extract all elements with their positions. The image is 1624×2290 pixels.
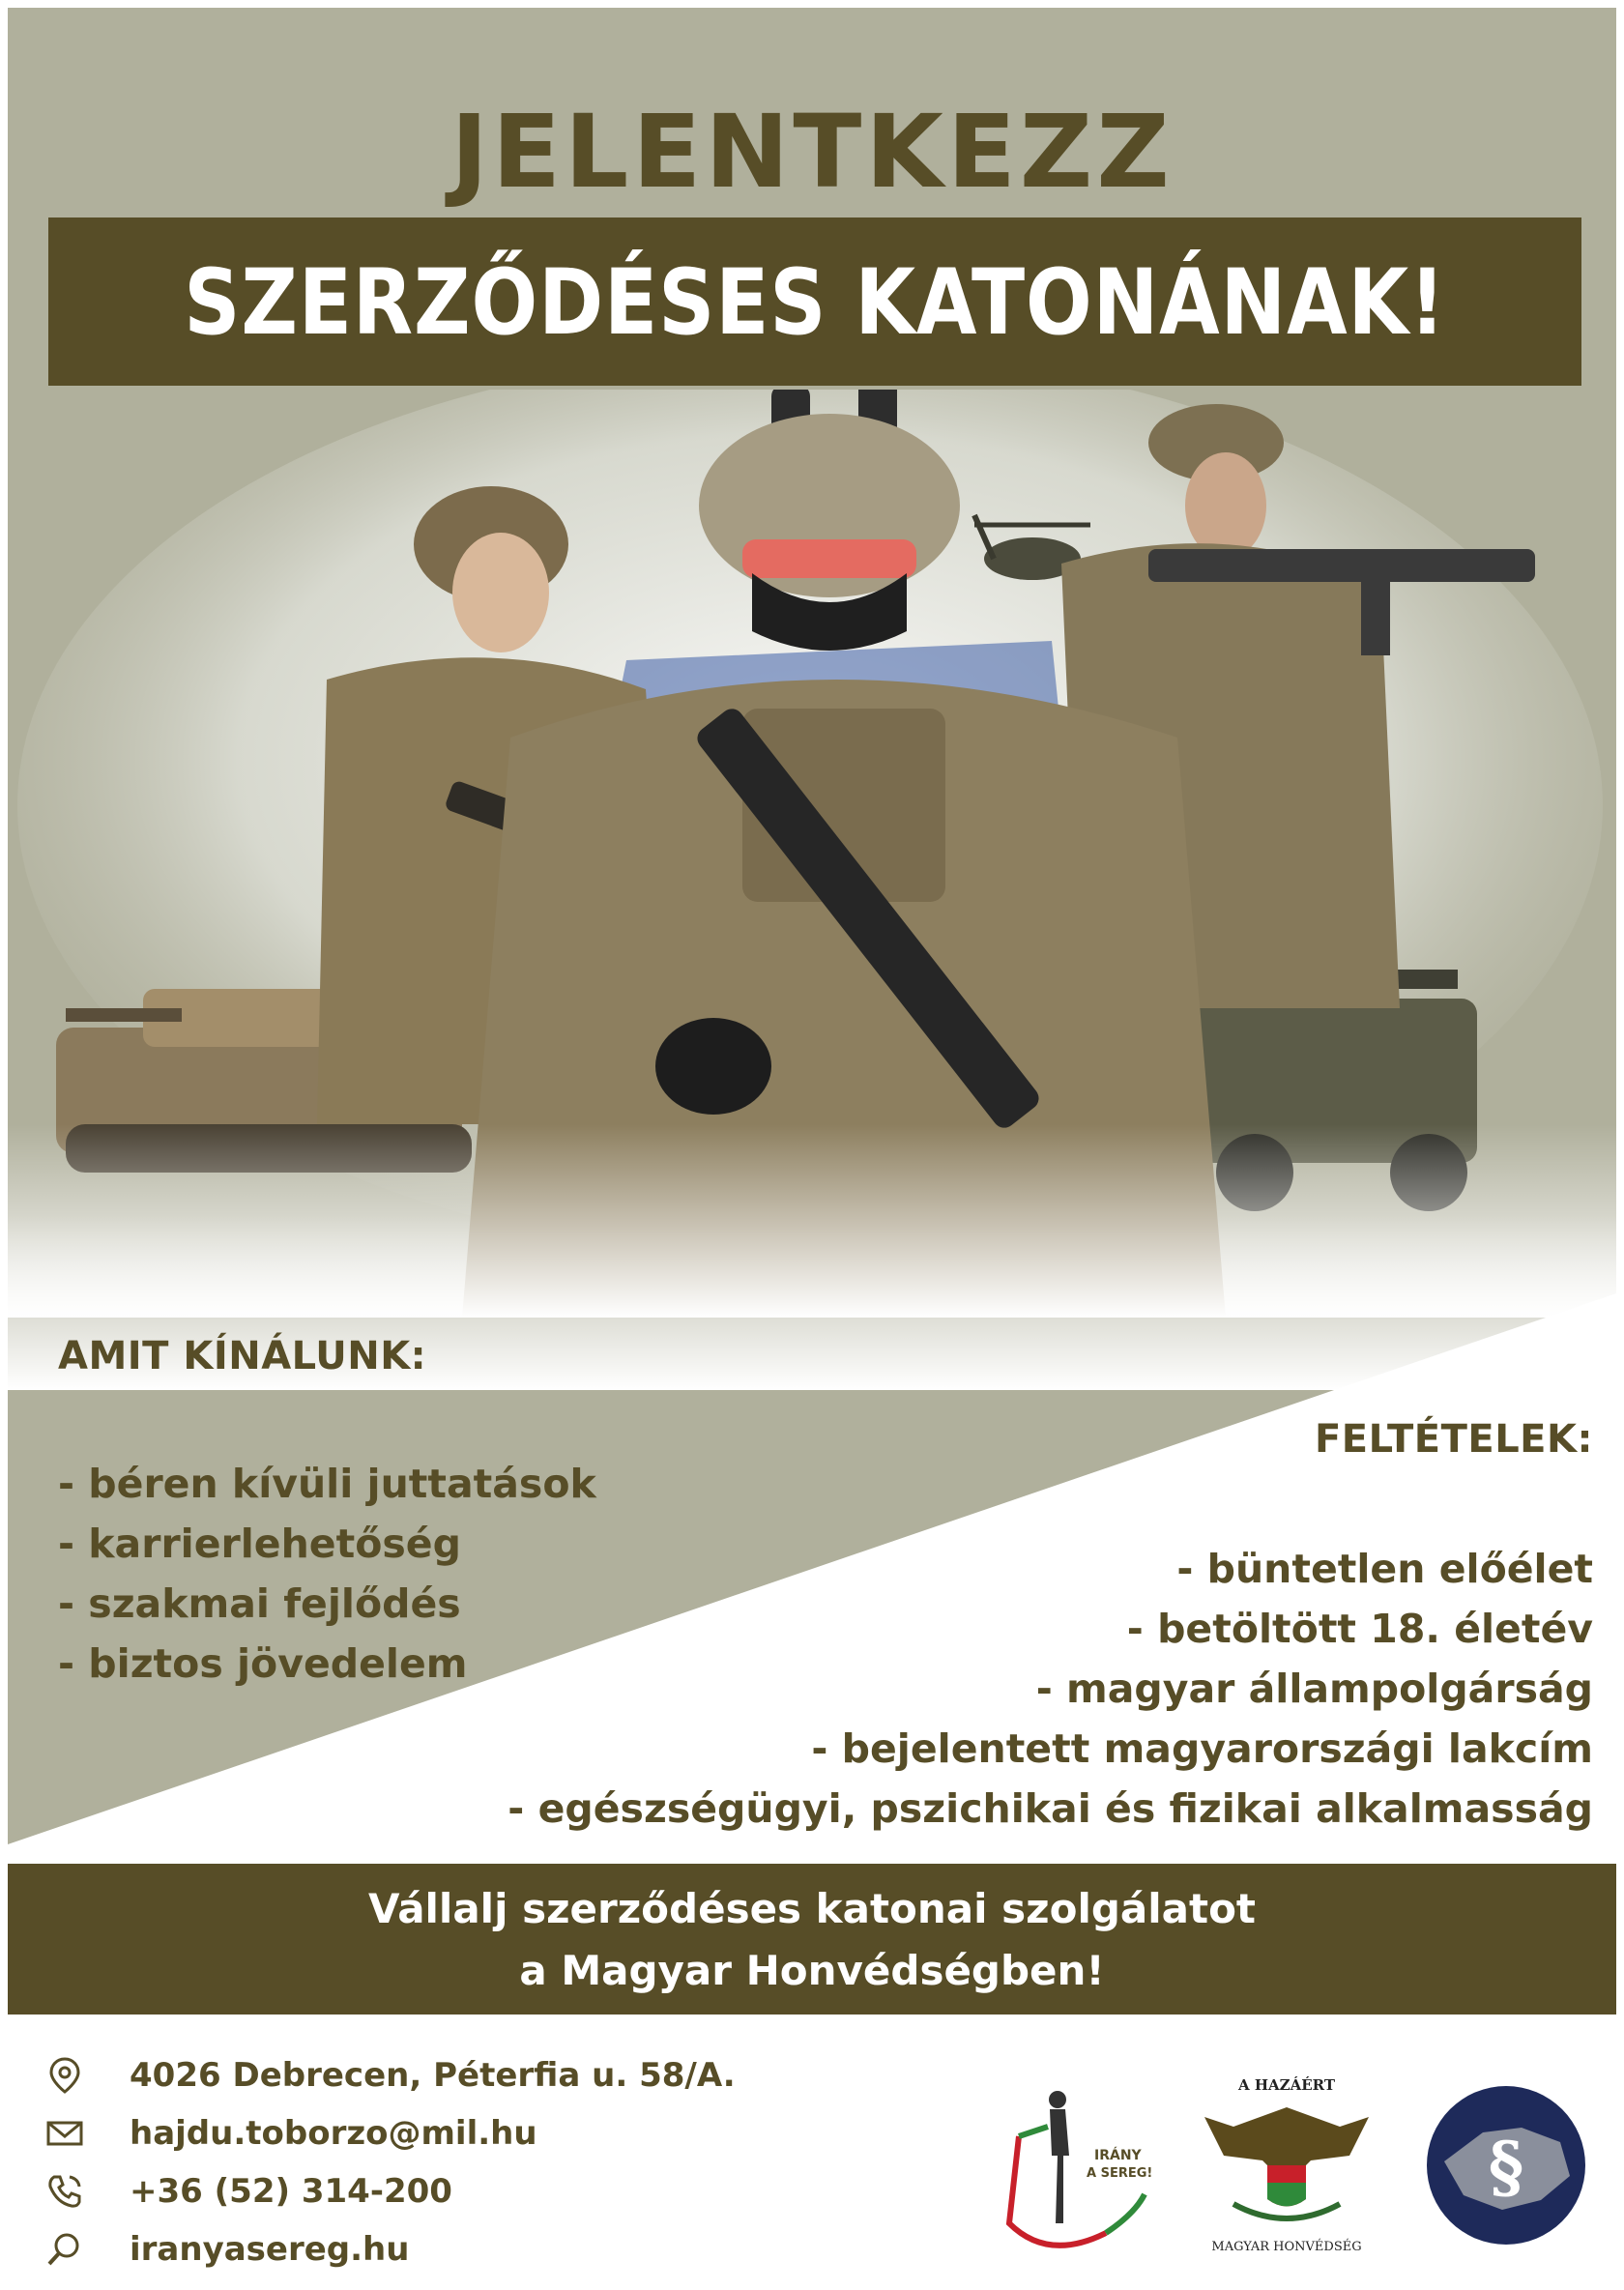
requirements-heading: FELTÉTELEK: — [1314, 1417, 1593, 1462]
list-item: - büntetlen előélet — [1176, 1546, 1593, 1592]
address-text: 4026 Debrecen, Péterfia u. 58/A. — [130, 2056, 736, 2095]
list-item: - bejelentett magyarországi lakcím — [811, 1725, 1593, 1772]
svg-text:IRÁNY: IRÁNY — [1094, 2148, 1142, 2163]
envelope-icon — [43, 2111, 87, 2156]
irany-a-sereg-logo — [990, 2078, 1164, 2262]
location-pin-icon — [43, 2053, 87, 2098]
list-item: - béren kívüli juttatások — [58, 1461, 596, 1507]
list-item: - betöltött 18. életév — [1126, 1606, 1593, 1652]
email-link[interactable]: hajdu.toborzo@mil.hu — [130, 2114, 537, 2153]
website-link[interactable]: iranyasereg.hu — [130, 2230, 410, 2269]
cta-line-1: Vállalj szerződéses katonai szolgálatot — [367, 1885, 1256, 1932]
svg-text:A SEREG!: A SEREG! — [1087, 2166, 1153, 2181]
call-to-action-banner — [8, 1864, 1616, 2015]
list-item: - szakmai fejlődés — [58, 1580, 461, 1627]
requirements-list — [508, 1539, 1593, 1839]
contact-phone — [43, 2167, 452, 2216]
magyar-honvedseg-emblem — [1195, 2069, 1378, 2262]
recruitment-poster — [8, 8, 1616, 2275]
list-item: - magyar állampolgárság — [1035, 1666, 1593, 1712]
contact-website — [43, 2225, 409, 2274]
list-item: - karrierlehetőség — [58, 1521, 461, 1567]
contact-address — [43, 2051, 736, 2100]
svg-text:A HAZÁÉRT: A HAZÁÉRT — [1237, 2076, 1336, 2094]
headline-contract-soldier: SZERZŐDÉSES KATONÁNAK! — [184, 250, 1446, 356]
soldiers-hero-image — [8, 390, 1616, 1318]
contact-email — [43, 2109, 537, 2158]
list-item: - biztos jövedelem — [58, 1640, 468, 1687]
legal-service-emblem — [1425, 2084, 1587, 2247]
phone-icon — [43, 2169, 87, 2214]
cta-line-2: a Magyar Honvédségben! — [519, 1947, 1105, 1994]
headline-banner — [48, 217, 1581, 386]
contact-footer — [8, 2015, 1616, 2275]
svg-text:§: § — [1488, 2127, 1524, 2207]
list-item: - egészségügyi, pszichikai és fizikai alkalmasság — [508, 1785, 1593, 1832]
headline-apply: JELENTKEZZ — [450, 93, 1174, 211]
phone-number[interactable]: +36 (52) 314-200 — [130, 2172, 452, 2211]
search-icon — [43, 2227, 87, 2272]
svg-text:MAGYAR HONVÉDSÉG: MAGYAR HONVÉDSÉG — [1211, 2240, 1362, 2254]
offer-heading: AMIT KÍNÁLUNK: — [58, 1334, 427, 1378]
